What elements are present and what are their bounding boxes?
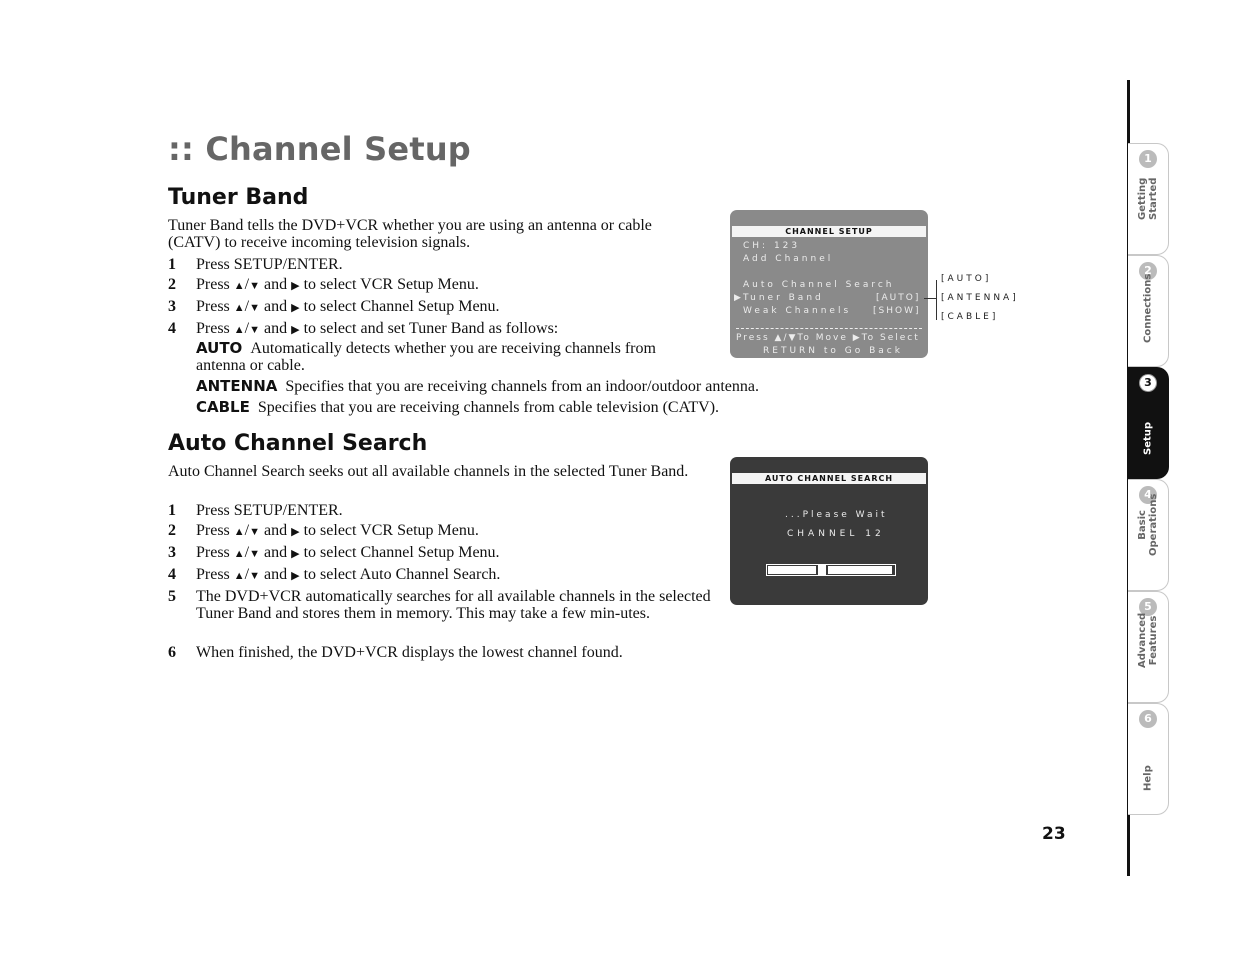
step-text: The DVD+VCR automatically searches for all available channels in the selected Tuner Band and stores them in memory. This may take a few min-utes. — [196, 588, 711, 622]
bracket-connector — [924, 298, 936, 299]
auto-search-screen — [730, 457, 928, 605]
step-text: Press SETUP/ENTER. — [196, 502, 343, 519]
up-arrow-icon: ▲ — [233, 302, 245, 314]
step-number: 1 — [168, 502, 176, 519]
page-number: 23 — [1042, 824, 1066, 844]
tab-label: Help — [1142, 765, 1154, 791]
page-title: :: Channel Setup — [168, 130, 471, 168]
tab-label: Setup — [1142, 421, 1154, 455]
tab-label: Basic Operations — [1137, 493, 1159, 556]
right-arrow-icon: ▶ — [291, 302, 300, 314]
step-number: 5 — [168, 588, 176, 605]
right-arrow-icon: ▶ — [291, 526, 300, 538]
tab-number-icon: 2 — [1139, 262, 1157, 280]
tab-label: Advanced Features — [1137, 612, 1159, 668]
tab-number-icon: 5 — [1139, 598, 1157, 616]
screen-add-channel: Add Channel — [743, 254, 834, 264]
step-text: When finished, the DVD+VCR displays the lowest channel found. — [196, 644, 623, 661]
down-arrow-icon: ▼ — [249, 526, 261, 538]
tab-number-icon: 1 — [1139, 150, 1157, 168]
step-text: Press ▲/▼ and ▶ to select Channel Setup Menu. — [196, 298, 500, 315]
tab-help[interactable] — [1128, 703, 1169, 815]
down-arrow-icon: ▼ — [249, 324, 261, 336]
step-number: 2 — [168, 522, 176, 539]
step-number: 1 — [168, 256, 176, 273]
screen-header: CHANNEL SETUP — [732, 226, 926, 237]
progress-right — [828, 566, 892, 574]
down-arrow-icon: ▼ — [249, 280, 261, 292]
tab-connections[interactable] — [1128, 255, 1169, 367]
option-auto — [196, 340, 656, 374]
up-arrow-icon: ▲ — [233, 548, 245, 560]
right-arrow-icon: ▶ — [291, 570, 300, 582]
step-number: 2 — [168, 276, 176, 293]
auto-search-intro: Auto Channel Search seeks out all available channels in the selected Tuner Band. — [168, 463, 689, 480]
step-number: 6 — [168, 644, 176, 661]
down-arrow-icon: ▼ — [249, 302, 261, 314]
step-text: Press ▲/▼ and ▶ to select VCR Setup Menu. — [196, 276, 479, 293]
bracket-line — [936, 280, 937, 320]
right-arrow-icon: ▶ — [291, 324, 300, 336]
down-arrow-icon: ▼ — [249, 570, 261, 582]
option-antenna — [196, 378, 759, 395]
up-arrow-icon: ▲ — [233, 280, 245, 292]
screen-help-back: RETURN to Go Back — [763, 346, 903, 356]
tab-advanced-features[interactable] — [1128, 591, 1169, 703]
up-arrow-icon: ▲ — [233, 570, 245, 582]
progress-left — [768, 566, 816, 574]
screen-please-wait: ...Please Wait — [785, 510, 888, 520]
step-number: 4 — [168, 566, 176, 583]
up-arrow-icon: ▲ — [233, 324, 245, 336]
step-text: Press ▲/▼ and ▶ to select and set Tuner Band as follows: — [196, 320, 559, 337]
option-cable — [196, 399, 719, 416]
step-text: Press ▲/▼ and ▶ to select VCR Setup Menu. — [196, 522, 479, 539]
option-keyword: CABLE — [196, 398, 250, 416]
tuner-band-heading: Tuner Band — [168, 185, 309, 210]
screen-tuner-value: [AUTO] — [876, 293, 921, 303]
screen-weak-value: [SHOW] — [873, 306, 921, 316]
tab-getting-started[interactable] — [1128, 143, 1169, 255]
tab-setup[interactable] — [1128, 367, 1169, 479]
tuner-band-intro: Tuner Band tells the DVD+VCR whether you are using an antenna or cable (CATV) to receive incoming television signals. — [168, 217, 652, 251]
auto-search-heading: Auto Channel Search — [168, 431, 428, 456]
screen-help-move: Press ▲/▼To Move ▶To Select — [736, 333, 920, 343]
step-text: Press ▲/▼ and ▶ to select Auto Channel Search. — [196, 566, 501, 583]
search-progress-bar — [766, 564, 896, 576]
screen-auto-search: Auto Channel Search — [743, 280, 895, 290]
step-number: 4 — [168, 320, 176, 337]
screen-ch: CH: 123 — [743, 241, 801, 251]
option-text-cont: antenna or cable. — [196, 357, 305, 374]
option-text: Automatically detects whether you are receiving channels from — [250, 340, 656, 357]
screen-divider — [736, 328, 922, 329]
option-keyword: AUTO — [196, 339, 243, 357]
option-text: Specifies that you are receiving channels from cable television (CATV). — [257, 399, 720, 416]
progress-marker — [818, 565, 826, 575]
tab-number-icon: 6 — [1139, 710, 1157, 728]
up-arrow-icon: ▲ — [233, 526, 245, 538]
bracket-option-auto: [AUTO] — [941, 274, 992, 284]
channel-setup-screen — [730, 210, 928, 358]
tab-label: Connections — [1142, 273, 1154, 343]
tab-number-icon: 3 — [1139, 374, 1157, 392]
screen-tuner-band: Tuner Band — [743, 293, 824, 303]
bracket-option-cable: [CABLE] — [941, 312, 999, 322]
cursor-icon: ▶ — [734, 293, 741, 303]
step-number: 3 — [168, 298, 176, 315]
bracket-option-antenna: [ANTENNA] — [941, 293, 1019, 303]
right-arrow-icon: ▶ — [291, 280, 300, 292]
step-text: Press ▲/▼ and ▶ to select Channel Setup Menu. — [196, 544, 500, 561]
screen-channel: CHANNEL 12 — [787, 529, 885, 539]
option-keyword: ANTENNA — [196, 377, 278, 395]
step-number: 3 — [168, 544, 176, 561]
tab-number-icon: 4 — [1139, 486, 1157, 504]
right-arrow-icon: ▶ — [291, 548, 300, 560]
tab-basic-operations[interactable] — [1128, 479, 1169, 591]
option-text: Specifies that you are receiving channels from an indoor/outdoor antenna. — [285, 378, 759, 395]
screen-header: AUTO CHANNEL SEARCH — [732, 473, 926, 484]
down-arrow-icon: ▼ — [249, 548, 261, 560]
screen-weak-channels: Weak Channels — [743, 306, 852, 316]
tab-label: Getting Started — [1137, 177, 1159, 220]
step-text: Press SETUP/ENTER. — [196, 256, 343, 273]
